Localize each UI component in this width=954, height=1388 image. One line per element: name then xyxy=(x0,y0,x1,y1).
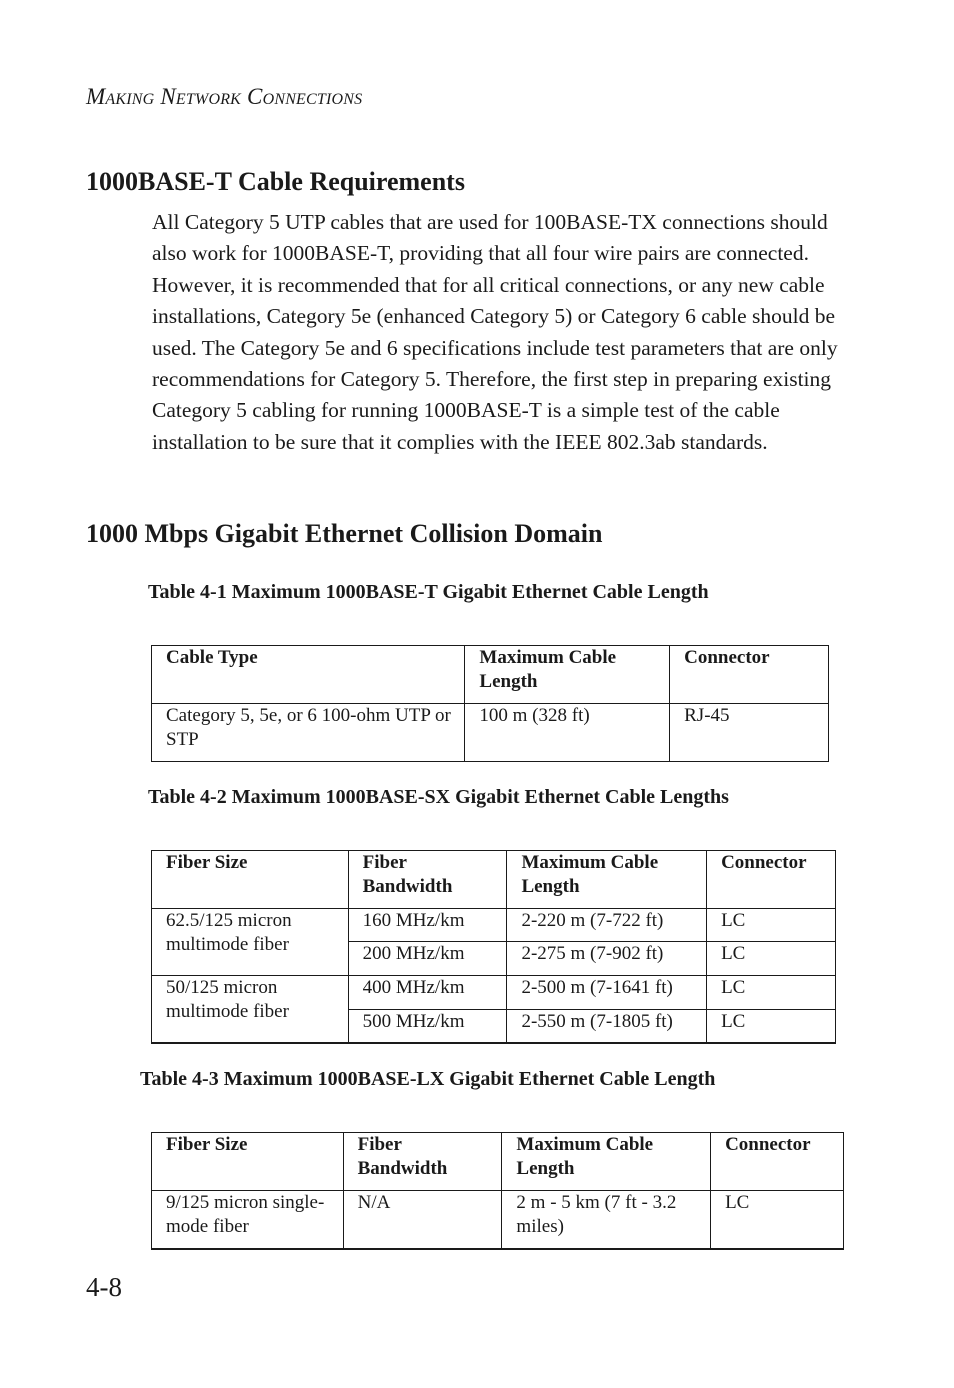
header-connector: Connector xyxy=(670,646,829,704)
table-4-1 xyxy=(151,645,829,762)
table-row xyxy=(152,1191,844,1249)
cell-max-length: 2-500 m (7-1641 ft) xyxy=(507,976,707,1010)
header-fiber-bandwidth: Fiber Bandwidth xyxy=(348,851,507,909)
cell-fiber-size: 9/125 micron single-mode fiber xyxy=(152,1191,344,1249)
cell-connector: LC xyxy=(707,942,836,976)
running-head-word-2: NETWORK xyxy=(160,84,242,109)
header-max-cable-length: Maximum Cable Length xyxy=(465,646,670,704)
cell-bandwidth: N/A xyxy=(343,1191,502,1249)
running-head xyxy=(86,84,362,110)
cell-max-length: 2-220 m (7-722 ft) xyxy=(507,909,707,942)
table-caption-4-1: Table 4-1 Maximum 1000BASE-T Gigabit Ethernet Cable Length xyxy=(148,581,709,603)
running-head-word-3: CONNECTIONS xyxy=(247,84,363,109)
cell-connector: LC xyxy=(711,1191,844,1249)
section-heading-1000base-t: 1000BASE-T Cable Requirements xyxy=(86,167,465,196)
cell-connector: LC xyxy=(707,976,836,1010)
cell-max-length: 100 m (328 ft) xyxy=(465,704,670,762)
cell-cable-type: Category 5, 5e, or 6 100-ohm UTP or STP xyxy=(152,704,465,762)
table-header-row xyxy=(152,1133,844,1191)
header-connector: Connector xyxy=(711,1133,844,1191)
cell-fiber-size: 62.5/125 micron multimode fiber xyxy=(152,909,349,976)
header-cable-type: Cable Type xyxy=(152,646,465,704)
table-4-3 xyxy=(151,1132,844,1250)
table-caption-4-3: Table 4-3 Maximum 1000BASE-LX Gigabit Ethernet Cable Length xyxy=(140,1068,716,1090)
table-header-row xyxy=(152,851,836,909)
header-max-cable-length: Maximum Cable Length xyxy=(507,851,707,909)
cell-max-length: 2-550 m (7-1805 ft) xyxy=(507,1010,707,1043)
header-max-cable-length: Maximum Cable Length xyxy=(502,1133,711,1191)
table-header-row xyxy=(152,646,829,704)
cell-bandwidth: 200 MHz/km xyxy=(348,942,507,976)
cell-fiber-size: 50/125 micron multimode fiber xyxy=(152,976,349,1043)
table-row xyxy=(152,909,836,942)
cell-max-length: 2-275 m (7-902 ft) xyxy=(507,942,707,976)
cell-bandwidth: 160 MHz/km xyxy=(348,909,507,942)
page-number: 4-8 xyxy=(86,1272,122,1302)
table-4-2 xyxy=(151,850,836,1044)
table-row xyxy=(152,976,836,1010)
cell-connector: LC xyxy=(707,909,836,942)
running-head-word-1: MAKING xyxy=(86,84,155,109)
cell-bandwidth: 500 MHz/km xyxy=(348,1010,507,1043)
cell-max-length: 2 m - 5 km (7 ft - 3.2 miles) xyxy=(502,1191,711,1249)
section-paragraph: All Category 5 UTP cables that are used for 100BASE-TX connections should also work for 1000BASE-T, providing that all four wire pairs are connected. However, it is recommended that for all critical connections, or any new cable installations, Category 5e (enhanced Category 5) or Category 6 cable should be used. The Category 5e and 6 specifications include test parameters that are only recommendations for Category 5. Therefore, the first step in preparing existing Category 5 cabling for running 1000BASE-T is a simple test of the cable installation to be sure that it complies with the IEEE 802.3ab standards. xyxy=(152,210,838,454)
header-fiber-size: Fiber Size xyxy=(152,851,349,909)
section-heading-collision-domain: 1000 Mbps Gigabit Ethernet Collision Domain xyxy=(86,519,603,548)
table-row xyxy=(152,704,829,762)
header-connector: Connector xyxy=(707,851,836,909)
cell-bandwidth: 400 MHz/km xyxy=(348,976,507,1010)
header-fiber-bandwidth: Fiber Bandwidth xyxy=(343,1133,502,1191)
cell-connector: LC xyxy=(707,1010,836,1043)
header-fiber-size: Fiber Size xyxy=(152,1133,344,1191)
cell-connector: RJ-45 xyxy=(670,704,829,762)
table-caption-4-2: Table 4-2 Maximum 1000BASE-SX Gigabit Ethernet Cable Lengths xyxy=(148,786,729,808)
